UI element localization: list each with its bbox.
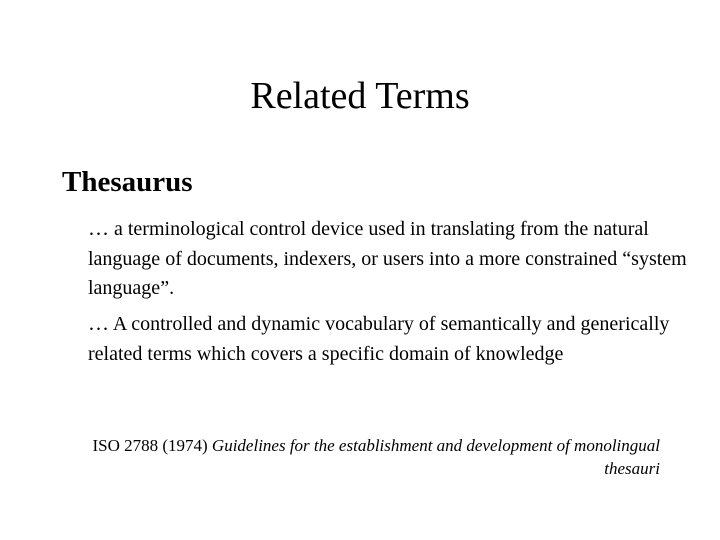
citation bbox=[60, 434, 660, 480]
definition-text: a terminological control device used in translating from the natural language of documents, indexers, or users into a more constrained “system language”. bbox=[88, 218, 687, 299]
citation-work-title: Guidelines for the establishment and development of monolingual thesauri bbox=[211, 436, 660, 478]
ellipsis-mark: … bbox=[88, 216, 109, 240]
section-heading: Thesaurus bbox=[62, 166, 193, 198]
citation-source: ISO 2788 (1974) bbox=[92, 436, 208, 455]
definition-text: A controlled and dynamic vocabulary of semantically and generically related terms which covers a specific domain of knowledge bbox=[88, 313, 670, 365]
ellipsis-mark: … bbox=[88, 311, 109, 335]
definition-item bbox=[88, 309, 688, 369]
slide-title: Related Terms bbox=[250, 75, 470, 117]
definition-item bbox=[88, 214, 688, 304]
